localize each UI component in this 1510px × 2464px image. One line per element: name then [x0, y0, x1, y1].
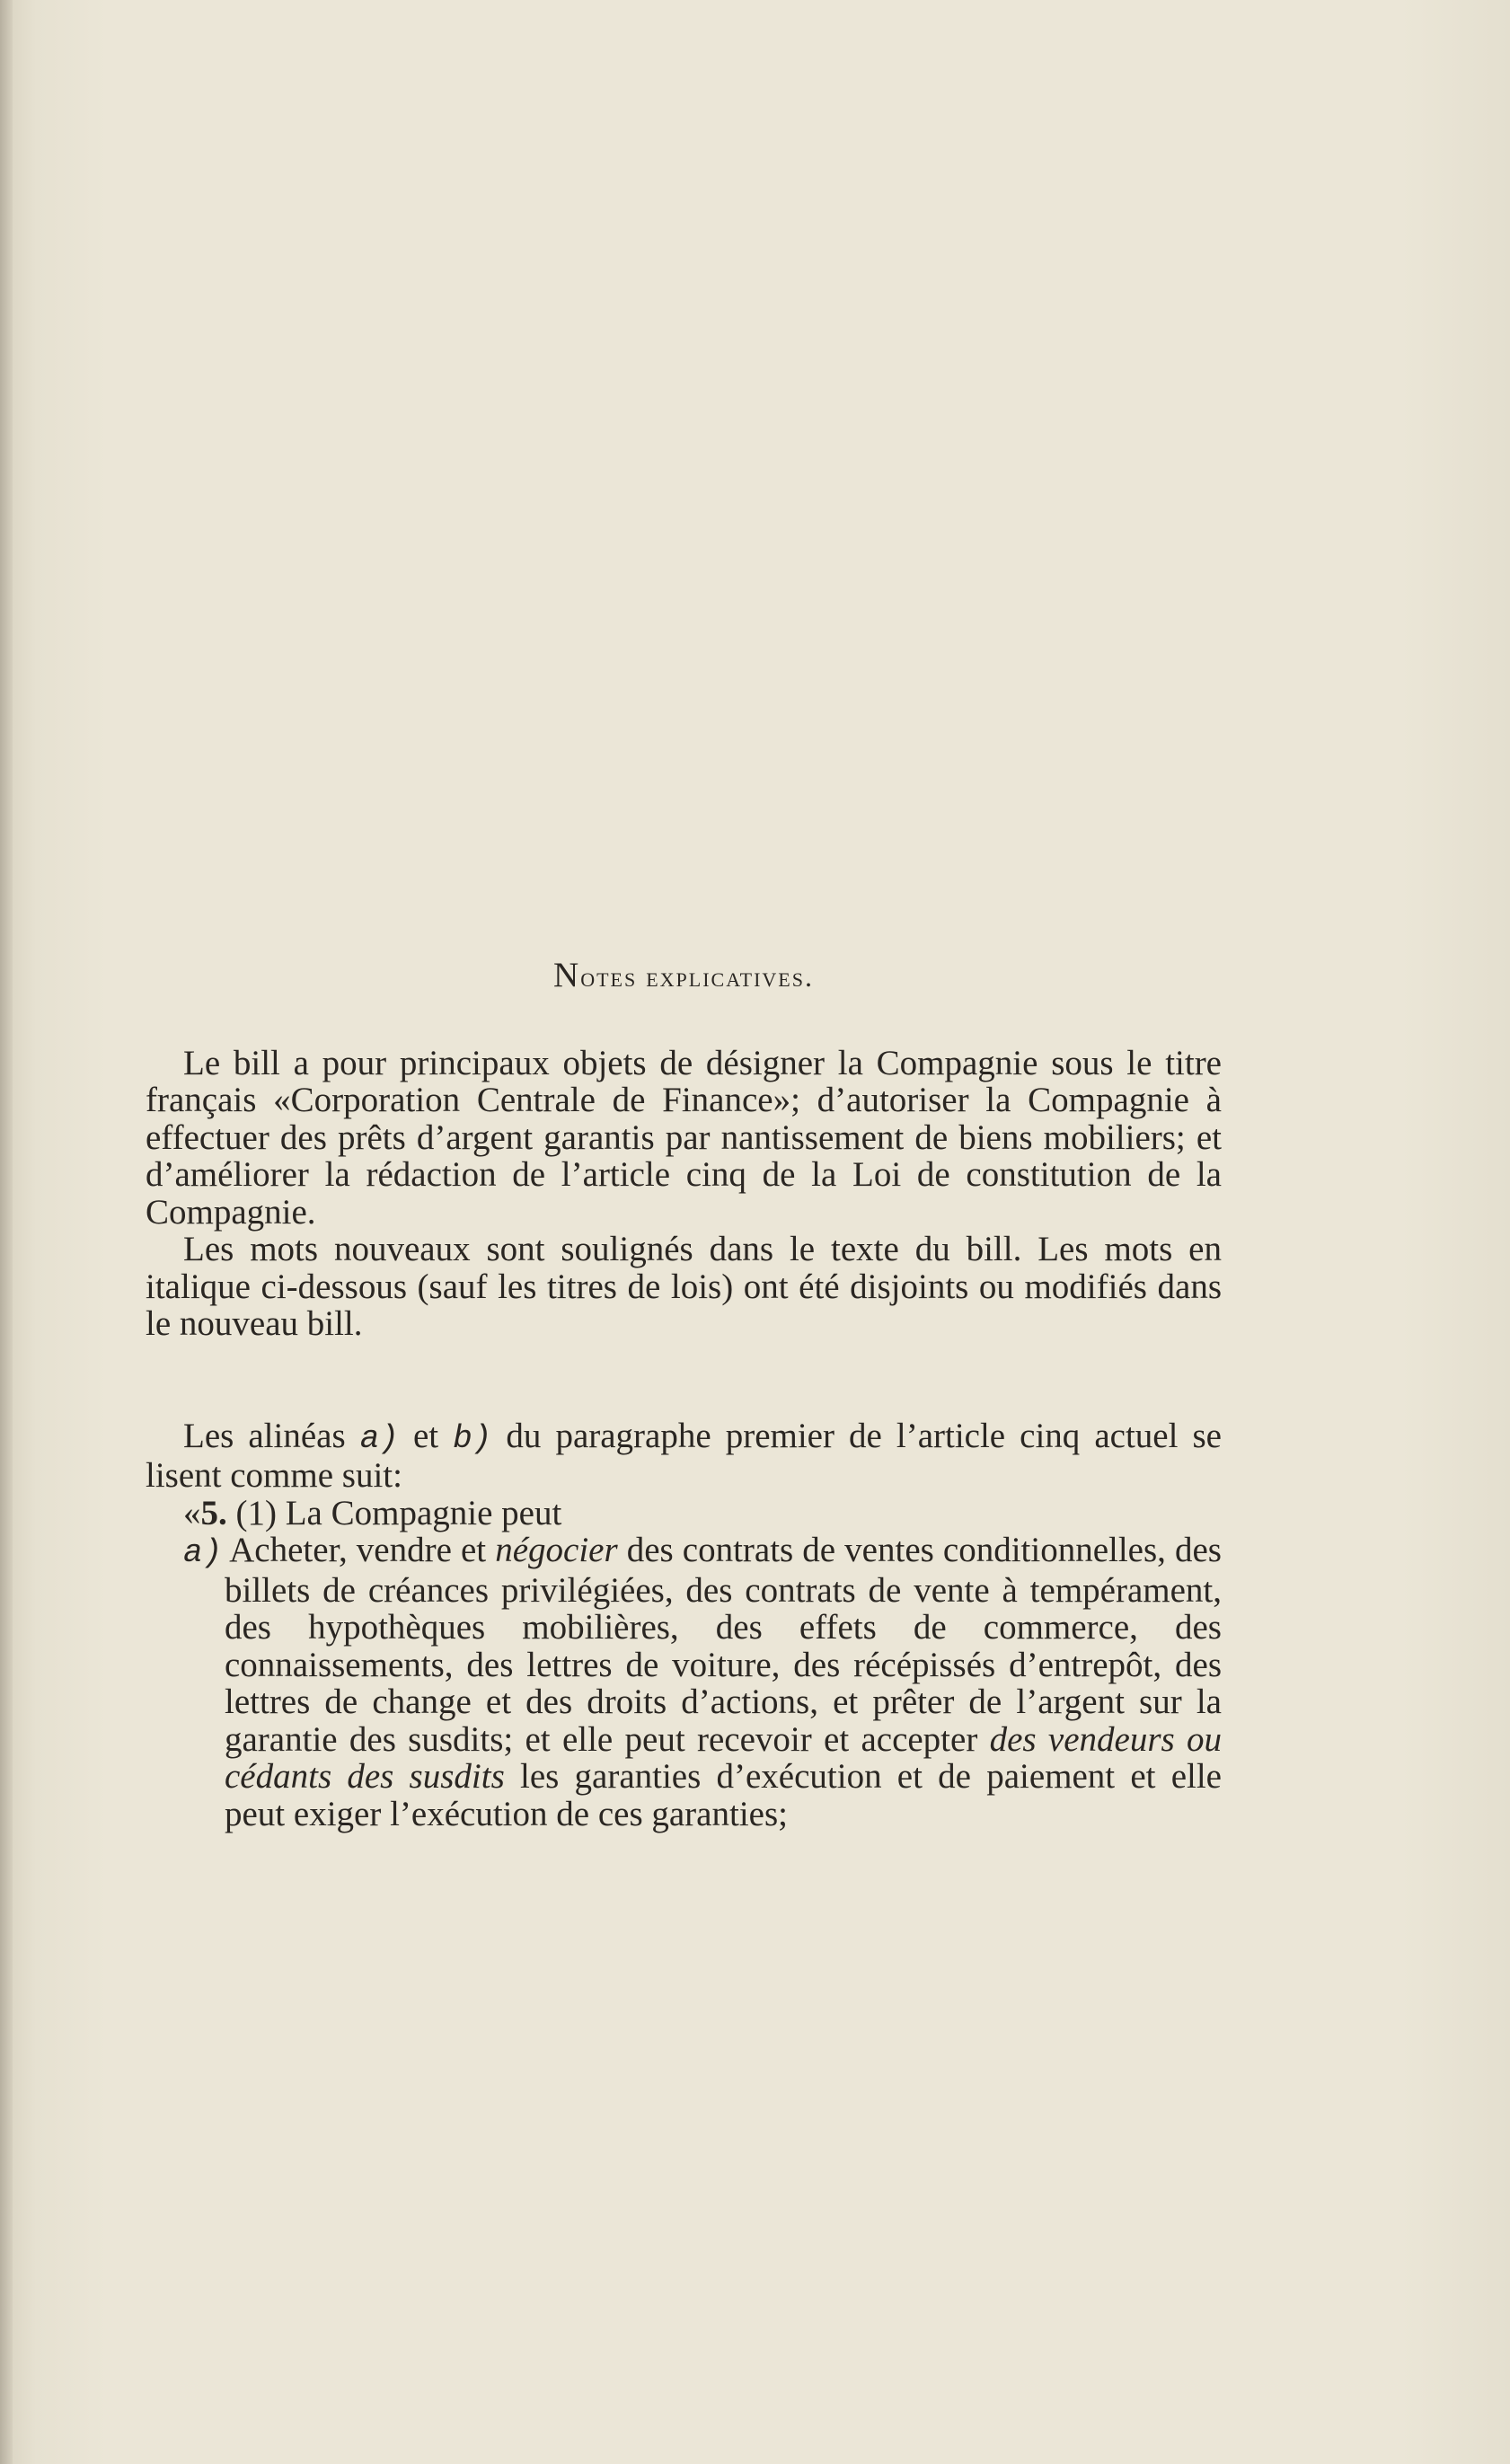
section-text: (1) La Compagnie peut [226, 1493, 562, 1532]
page-edge-shadow [0, 0, 13, 2464]
item-a-italic-2: des vendeurs ou cédants des susdits [225, 1719, 1222, 1796]
item-a-text-3: les garanties d’exécution et de paiement et elle peut exiger l’exécution de ces garanties; [225, 1757, 1222, 1833]
alineas-text-3: du paragraphe premier de l’article cinq actuel se lisent comme suit: [146, 1416, 1222, 1495]
item-a-label: a) [183, 1534, 223, 1571]
item-a-italic-1: négocier [495, 1531, 618, 1569]
paragraph-underline-note: Les mots nouveaux sont soulignés dans le texte du bill. Les mots en italique ci-dessous (sauf les titres de lois) ont été disjoints ou modifiés dans le nouveau bill. [146, 1230, 1222, 1343]
alineas-text-1: Les alinéas [183, 1416, 360, 1455]
explanatory-notes [146, 957, 1222, 1833]
notes-heading [146, 957, 1222, 996]
paragraph-alineas [146, 1417, 1222, 1495]
alinea-a-label: a) [359, 1419, 399, 1457]
section-5-heading [146, 1495, 1222, 1532]
item-a [146, 1532, 1222, 1833]
section-spacer [146, 1343, 1222, 1417]
alinea-b-label: b) [453, 1419, 492, 1457]
section-number: 5. [200, 1493, 227, 1532]
item-a-text-1: Acheter, vendre et [222, 1531, 496, 1569]
quote-open: « [183, 1493, 201, 1532]
alineas-text-2: et [398, 1416, 454, 1455]
item-a-text-2: des contrats de ventes conditionnelles, des billets de créances privilégiées, des contrats de vente à tempérament, des hypothèques mobilières, des effets de commerce, des connaissements, des lettres de voiture, des récépissés d’entrepôt, des lettres de change et des droits d’actions, et prêter de l’argent sur la garantie des susdits; et elle peut recevoir et accepter [225, 1531, 1222, 1759]
notes-heading-initial: N [553, 956, 581, 994]
paragraph-purpose: Le bill a pour principaux objets de désigner la Compagnie sous le titre français «Corporation Centrale de Finance»; d’autoriser la Compagnie à effectuer des prêts d’argent garantis par nantissement de biens mobiliers; et d’améliorer la rédaction de l’article cinq de la Loi de constitution de la Compagnie. [146, 1043, 1222, 1232]
notes-heading-rest: otes explicatives. [580, 960, 814, 993]
